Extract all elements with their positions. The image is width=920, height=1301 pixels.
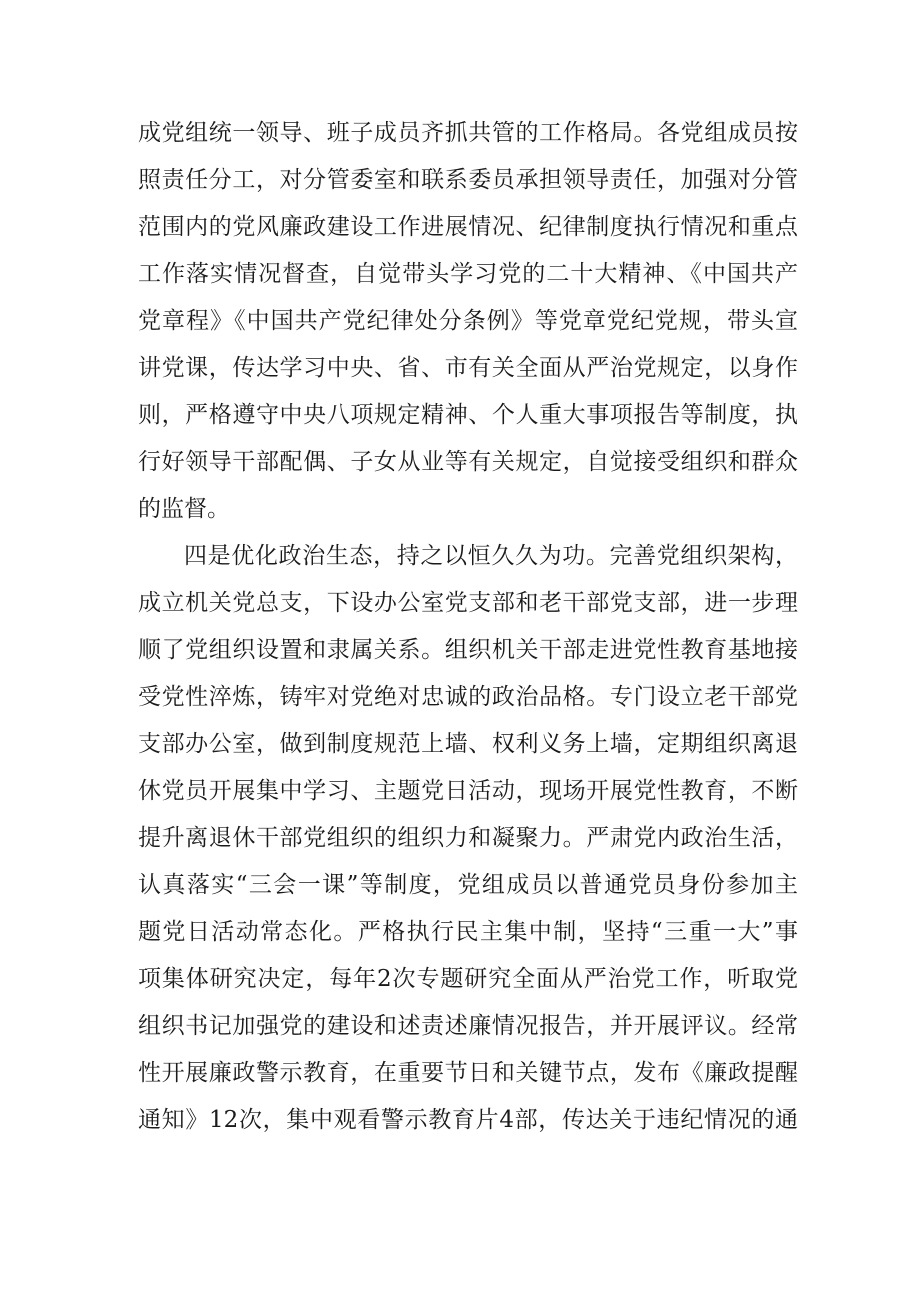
text-line: 行好领导干部配偶、子女从业等有关规定，自觉接受组织和群众: [138, 449, 798, 475]
text-line: 受党性淬炼，铸牢对党绝对忠诚的政治品格。专门设立老干部党: [138, 684, 798, 710]
text-line: 组织书记加强党的建设和述责述廉情况报告，并开展评议。经常: [138, 1013, 798, 1039]
text-line: 顺了党组织设置和隶属关系。组织机关干部走进党性教育基地接: [138, 637, 798, 663]
text-line: 认真落实“三会一课”等制度，党组成员以普通党员身份参加主: [138, 872, 798, 898]
text-line: 题党日活动常态化。严格执行民主集中制，坚持“三重一大”事: [138, 919, 798, 945]
paragraph-end-line: 的监督。: [138, 496, 230, 522]
text-line: 通知》12次，集中观看警示教育片4部，传达关于违纪情况的通: [138, 1107, 798, 1133]
text-line: 照责任分工，对分管委室和联系委员承担领导责任，加强对分管: [138, 167, 798, 193]
text-line: 成立机关党总支，下设办公室党支部和老干部党支部，进一步理: [138, 590, 798, 616]
text-line: 范围内的党风廉政建设工作进展情况、纪律制度执行情况和重点: [138, 214, 798, 240]
text-line: 讲党课，传达学习中央、省、市有关全面从严治党规定，以身作: [138, 355, 798, 381]
document-body: [138, 110, 798, 1144]
text-line: 提升离退休干部党组织的组织力和凝聚力。严肃党内政治生活，: [138, 825, 798, 851]
paragraph-start-line: 四是优化政治生态，持之以恒久久为功。完善党组织架构，: [184, 543, 798, 569]
text-line: 则，严格遵守中央八项规定精神、个人重大事项报告等制度，执: [138, 402, 798, 428]
text-line: 性开展廉政警示教育，在重要节日和关键节点，发布《廉政提醒: [138, 1060, 798, 1086]
text-line: 项集体研究决定，每年2次专题研究全面从严治党工作，听取党: [138, 966, 798, 992]
text-line: 工作落实情况督查，自觉带头学习党的二十大精神、《中国共产: [138, 261, 798, 287]
text-line: 成党组统一领导、班子成员齐抓共管的工作格局。各党组成员按: [138, 120, 798, 146]
text-line: 支部办公室，做到制度规范上墙、权利义务上墙，定期组织离退: [138, 731, 798, 757]
text-line: 党章程》《中国共产党纪律处分条例》等党章党纪党规，带头宣: [138, 308, 798, 334]
text-line: 休党员开展集中学习、主题党日活动，现场开展党性教育，不断: [138, 778, 798, 804]
